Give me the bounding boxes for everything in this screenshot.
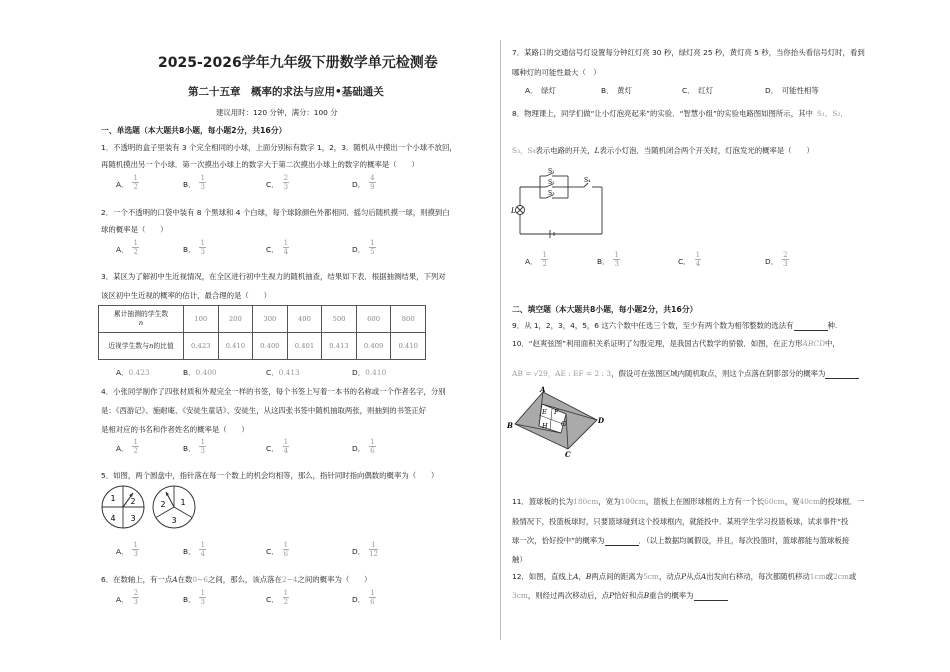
section-single-choice: 一、单选题（本大题共8小题，每小题2分，共16分） [101, 126, 287, 135]
answer-option [352, 540, 379, 558]
q6-line1: 6．在数轴上，有一点A在数0~6之间，那么，该点落在2~4之间的概率为（ ） [101, 575, 372, 584]
table-cell: 400 [287, 306, 322, 333]
lamp-label: L [511, 207, 516, 215]
disk1-label: 2 [130, 497, 136, 506]
answer-option [183, 238, 206, 256]
answer-option [183, 588, 206, 606]
option-fraction: $\frac{1}{2}$ [542, 250, 547, 268]
option-fraction: $\frac{1}{5}$ [370, 238, 375, 256]
q1-line1: 1．不透明的盒子里装有 3 个完全相同的小球，上面分别标有数字 1，2，3．随机从中摸出一个小球不放回， [101, 143, 457, 152]
option-key: B． [183, 595, 196, 604]
time-note: 建议用时：120 分钟，满分：100 分 [216, 108, 338, 117]
option-key: C． [266, 444, 279, 453]
q7-option-a: A． 绿灯 [525, 86, 556, 95]
option-fraction: $\frac{4}{9}$ [370, 173, 375, 191]
option-key: B． [597, 257, 610, 266]
table-cell: 100 [184, 306, 219, 333]
option-fraction: $\frac{1}{4}$ [283, 238, 289, 256]
option-value: 0.410 [365, 368, 387, 377]
table-cell: 800 [391, 306, 426, 333]
q8-line2: S₃，S₄表示电路的开关，L表示小灯泡．当随机闭合两个开关时，灯泡发光的概率是（ ） [512, 146, 814, 155]
switch-label: S₃ [548, 190, 555, 197]
answer-option [266, 588, 289, 606]
q11-line2: 般情况下，投篮板球时，只要篮球碰到这个投球框内，就能投中．某班学生学习投篮板球，试求事件“投 [512, 517, 849, 526]
q11-line3: 球一次，恰好投中”的概率为 ．（以上数据均属假设，并且，每次投篮时，篮球都能与篮球板接 [512, 536, 850, 545]
answer-option [266, 540, 289, 558]
answer-option [266, 173, 289, 191]
q7-option-c: C． 红灯 [682, 86, 714, 95]
option-key: B． [183, 444, 196, 453]
answer-option [183, 437, 206, 455]
answer-option [525, 250, 548, 268]
switch-label: S₁ [548, 168, 555, 175]
q7-line2: 哪种灯的可能性最大（ ） [512, 68, 601, 77]
answer-option [183, 540, 206, 558]
q4-line1: 4．小张同学制作了四张材质和外观完全一样的书签，每个书签上写着一本书的名称或一个作者名字，分别 [101, 387, 446, 396]
disk1-label: 1 [110, 494, 116, 503]
option-fraction: $\frac{2}{3}$ [133, 588, 138, 606]
vision-table [98, 305, 426, 360]
zhao-shuang-diagram [505, 386, 605, 458]
answer-option [116, 540, 139, 558]
option-fraction: $\frac{1}{3}$ [133, 540, 138, 558]
table-cell: 600 [356, 306, 391, 333]
answer-option [183, 173, 206, 191]
option-value: 0.400 [195, 368, 217, 377]
table-cell: 0.410 [391, 333, 426, 360]
option-key: A． [116, 547, 129, 556]
disk1-label: 4 [110, 514, 116, 523]
answer-option [266, 238, 289, 256]
option-fraction: $\frac{1}{2}$ [133, 173, 138, 191]
table-header-cell: 近视学生数与n的比值 [99, 333, 184, 360]
option-fraction: $\frac{1}{6}$ [370, 437, 375, 455]
circuit-diagram [510, 162, 610, 240]
q8-line1: 8．物理课上，同学们做“让小灯泡亮起来”的实验．“智慧小组”的实验电路图如图所示，其中 S₁，S₂， [512, 109, 848, 118]
q3-line2: 该区初中生近视的概率的估计，最合理的是（ ） [101, 291, 271, 300]
answer-option [352, 238, 376, 256]
vertex-label: F [554, 408, 559, 416]
vertex-label: C [565, 450, 571, 458]
q5-line1: 5．如图，两个圆盘中，指针落在每一个数上的机会均相等，那么，指针同时指向偶数的概率为（ ） [101, 471, 439, 480]
vertex-label: D [598, 416, 605, 425]
answer-option [352, 588, 376, 606]
option-key: C． [266, 180, 279, 189]
answer-option [183, 367, 217, 378]
option-key: C． [266, 547, 279, 556]
option-fraction: $\frac{1}{6}$ [283, 540, 289, 558]
option-key: D． [352, 444, 366, 453]
answer-option [678, 250, 701, 268]
option-key: C． [266, 595, 279, 604]
answer-option [765, 250, 789, 268]
answer-option [116, 437, 139, 455]
section-fill-blank: 二、填空题（本大题共8小题，每小题2分，共16分） [512, 305, 698, 314]
option-key: A． [525, 257, 538, 266]
spinner-figure [100, 484, 210, 530]
answer-option [352, 173, 376, 191]
option-fraction: $\frac{2}{3}$ [283, 173, 289, 191]
option-fraction: $\frac{1}{4}$ [695, 250, 701, 268]
vertex-label: A [540, 386, 546, 394]
option-key: A． [116, 444, 129, 453]
answer-option [116, 173, 139, 191]
q11-line4: 触） [512, 555, 527, 564]
answer-option [266, 437, 289, 455]
q12-line2: 3cm，则经过两次移动后，点P恰好和点B重合的概率为 [512, 590, 728, 601]
option-fraction: $\frac{1}{4}$ [200, 540, 205, 558]
q2-line2: 球的概率是（ ） [101, 225, 168, 234]
option-key: A． [116, 245, 129, 254]
option-fraction: $\frac{1}{6}$ [370, 588, 375, 606]
option-fraction: $\frac{1}{2}$ [283, 588, 289, 606]
q1-line2: 再随机摸出另一个小球．第一次摸出小球上的数字大于第二次摸出小球上的数字的概率是（ ） [101, 160, 419, 169]
table-cell: 0.410 [218, 333, 253, 360]
q3-line1: 3．某区为了解初中生近视情况，在全区进行初中生视力的随机抽查，结果如下表．根据抽测结果，下列对 [101, 272, 446, 281]
answer-option [116, 367, 150, 378]
option-key: A． [116, 368, 129, 377]
vertex-label: E [542, 408, 547, 416]
option-key: B． [183, 368, 196, 377]
table-row [99, 333, 426, 360]
q11-line1: 11．篮球板的长为180cm，宽为100cm，篮板上在圆形球框的上方有一个长60cm，宽40cm的投球框．一 [512, 497, 865, 506]
disk2-label: 2 [160, 500, 166, 509]
option-key: A． [116, 180, 129, 189]
table-cell: 0.401 [287, 333, 322, 360]
option-fraction: $\frac{1}{3}$ [200, 588, 205, 606]
spinner-disk-2 [153, 486, 195, 528]
q4-line2: 是：《西游记》、施耐庵、《安徒生童话》、安徒生，从这四张书签中随机抽取两张，则抽到的书签正好 [101, 406, 427, 415]
answer-option [116, 588, 139, 606]
option-fraction: $\frac{1}{2}$ [133, 238, 138, 256]
answer-option [597, 250, 620, 268]
switch-label: S₂ [548, 179, 555, 186]
option-key: C． [678, 257, 691, 266]
option-key: D． [352, 368, 366, 377]
option-fraction: $\frac{1}{12}$ [369, 540, 379, 558]
table-row [99, 306, 426, 333]
option-key: D． [352, 245, 366, 254]
option-key: B． [183, 180, 196, 189]
q12-line1: 12．如图，直线上A，B两点间的距离为5cm，动点P从点A出发向右移动，每次都随机移动1cm或2cm或 [512, 572, 857, 581]
option-key: C． [266, 368, 279, 377]
option-fraction: $\frac{1}{3}$ [200, 238, 205, 256]
option-value: 0.423 [128, 368, 150, 377]
option-key: D． [352, 180, 366, 189]
option-value: 0.413 [278, 368, 300, 377]
option-key: B． [183, 547, 196, 556]
option-key: D． [765, 257, 779, 266]
q7-line1: 7．某路口的交通信号灯设置每分钟红灯亮 30 秒，绿灯亮 25 秒，黄灯亮 5 秒，当你抬头看信号灯时，看到 [512, 48, 865, 57]
option-fraction: $\frac{1}{4}$ [283, 437, 289, 455]
vertex-label: B [507, 421, 513, 430]
q7-option-d: D． 可能性相等 [765, 86, 819, 95]
option-fraction: $\frac{1}{3}$ [200, 437, 205, 455]
disk1-label: 3 [130, 514, 136, 523]
chapter-subtitle: 第二十五章 概率的求法与应用•基础通关 [188, 86, 384, 98]
switch-label: S₄ [584, 177, 591, 184]
disk2-label: 1 [180, 498, 186, 507]
table-cell: 0.413 [322, 333, 357, 360]
page-title: 2025-2026学年九年级下册数学单元检测卷 [158, 55, 438, 71]
option-fraction: $\frac{1}{3}$ [614, 250, 619, 268]
option-fraction: $\frac{1}{2}$ [133, 437, 138, 455]
vertex-label: H [542, 422, 548, 430]
column-divider [500, 40, 501, 640]
option-fraction: $\frac{1}{3}$ [200, 173, 205, 191]
option-key: D． [352, 595, 366, 604]
answer-option [266, 367, 300, 378]
table-cell: 500 [322, 306, 357, 333]
option-key: A． [116, 595, 129, 604]
vertex-label: G [561, 420, 567, 428]
option-key: C． [266, 245, 279, 254]
table-cell: 200 [218, 306, 253, 333]
option-key: B． [183, 245, 196, 254]
answer-option [116, 238, 139, 256]
spinner-disk-1 [102, 486, 144, 528]
q7-option-b: B． 黄灯 [601, 86, 632, 95]
table-header-cell: 累计抽测的学生数 n [99, 306, 184, 333]
q10-line2: AB = √29，AE : EF = 2 : 3，假设可在弦图区域内随机取点，则这个点落在阴影部分的概率为 [512, 368, 859, 379]
q9-line1: 9．从 1，2，3，4，5，6 这六个数中任选三个数，至少有两个数为相邻整数的选法有 种. [512, 321, 838, 330]
answer-option [352, 437, 376, 455]
q10-line1: 10．“赵爽弦图”利用面积关系证明了勾股定理，是我国古代数学的骄傲．如图，在正方形ABCD中， [512, 339, 840, 348]
option-fraction: $\frac{2}{3}$ [783, 250, 788, 268]
table-cell: 0.423 [184, 333, 219, 360]
option-key: D． [352, 547, 366, 556]
answer-option [352, 367, 386, 378]
table-cell: 0.400 [253, 333, 288, 360]
q2-line1: 2．一个不透明的口袋中装有 8 个黑球和 4 个白球，每个球除颜色外都相同．摇匀后随机摸一球，则摸到白 [101, 208, 450, 217]
table-cell: 300 [253, 306, 288, 333]
table-cell: 0.409 [356, 333, 391, 360]
q4-line3: 是相对应的书名和作者姓名的概率是（ ） [101, 425, 249, 434]
disk2-label: 3 [171, 516, 177, 525]
